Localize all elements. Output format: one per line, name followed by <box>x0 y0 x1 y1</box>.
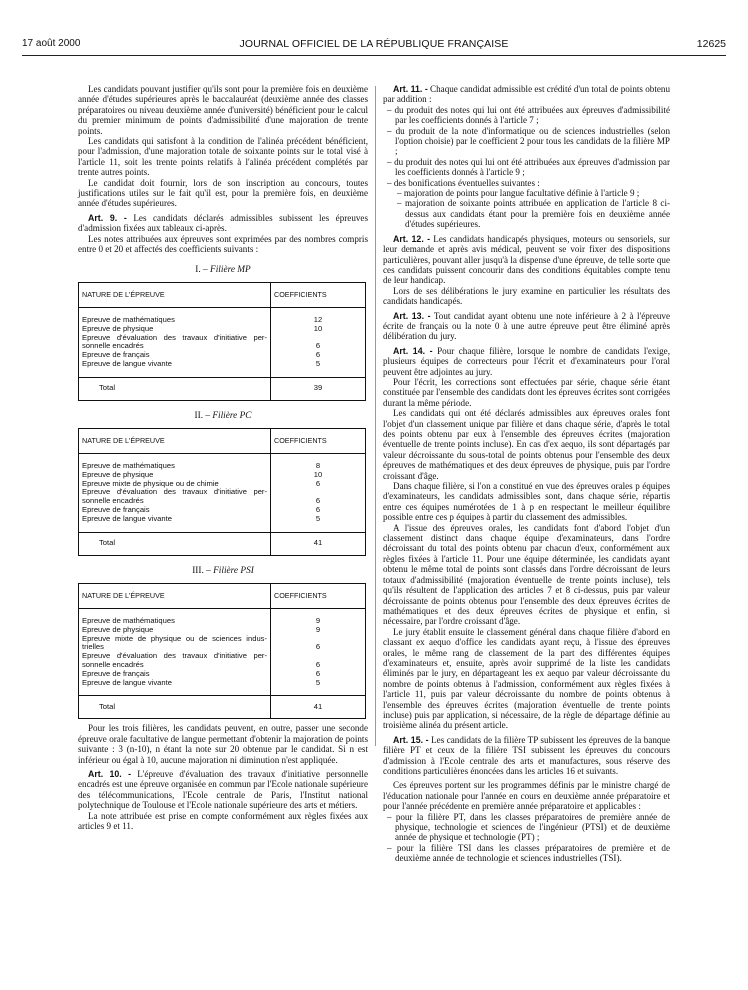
list-item: – du produit des notes qui lui ont été attribuées aux épreuves d'admission par les coefficients donnés à l'article 9 ; <box>383 157 670 178</box>
table-row <box>79 679 366 688</box>
coefficient-value: 10 <box>271 325 366 334</box>
coefficient-value: 9 <box>271 626 366 635</box>
coefficient-value: 6 <box>271 652 366 670</box>
article-10 <box>78 769 368 811</box>
table-title: Filière PC <box>212 410 252 421</box>
epreuve-name: Epreuve de mathématiques <box>79 316 271 325</box>
article-11-list <box>383 105 670 188</box>
paragraph: Lors de ses délibérations le jury examine en particulier les résultats des candidats handicapés. <box>383 285 670 307</box>
table-row <box>79 515 366 524</box>
table-number: I. – <box>195 264 208 275</box>
table-number: II. – <box>194 410 210 421</box>
column-header-coefficients: COEFFICIENTS <box>271 584 366 609</box>
coefficient-value: 5 <box>271 679 366 688</box>
paragraph: Les notes attribuées aux épreuves sont exprimées par des nombres compris entre 0 et 20 et affectés des coefficients suivants : <box>78 233 368 255</box>
coefficient-value: 9 <box>271 617 366 626</box>
total-label: Total <box>79 532 271 555</box>
epreuve-name: Epreuve d'évaluation des travaux d'initiative per-sonnelle encadrés <box>79 488 271 506</box>
list-item: – des bonifications éventuelles suivantes : <box>383 178 670 188</box>
paragraph: Le jury établit ensuite le classement général dans chaque filière d'abord en classant ex aequo d'office les candidats ayant reçu, à l'issue des épreuves orales, le même rang de classement de la part des différentes équipes d'examinateurs et, ensuite, après avoir supprimé de la liste les candidats éliminés par le jury, en départageant les ex aequo par valeur décroissante du nombre de points obtenus à l'admission, conformément aux règles fixées à l'article 11, puis par valeur décroissante du nombre de points obtenus à l'ensemble des épreuves écrites (majoration éventuelle de trente points incluse) puis par application, si nécessaire, de la règle de départage définie au troisième alinéa du présent article. <box>383 626 670 731</box>
article-12 <box>383 234 670 286</box>
right-column <box>383 84 670 864</box>
article-text: L'épreuve d'évaluation des travaux d'initiative personnelle encadrés est une épreuve organisée en commun par l'Ecole nationale supérieure des télécommunications, l'Ecole centrale de Paris, l'Institut national polytechnique de Toulouse et l'Ecole nationale supérieure des arts et métiers. <box>78 769 368 811</box>
total-row <box>79 696 366 719</box>
table-row <box>79 635 366 653</box>
coefficient-value: 8 <box>271 462 366 471</box>
article-label: Art. 13. - <box>393 310 431 321</box>
header-rule <box>22 55 726 56</box>
header-date: 17 août 2000 <box>22 38 81 49</box>
total-row <box>79 532 366 555</box>
page-header <box>22 38 726 54</box>
paragraph: Les candidats qui satisfont à la condition de l'alinéa précédent bénéficient, pour l'admission, d'une majoration totale de soixante points sur le total visé à l'article 11, soit les trente points relatifs à l'alinéa précédent complétés par trente autres points. <box>78 136 368 178</box>
article-11 <box>383 84 670 105</box>
table-row <box>79 652 366 670</box>
column-header-nature: NATURE DE L'ÉPREUVE <box>79 282 271 307</box>
coefficient-value: 5 <box>271 515 366 524</box>
paragraph: Les candidats pouvant justifier qu'ils sont pour la première fois en deuxième année d'études supérieures après le baccalauréat (deuxième année des classes préparatoires ou niveau deuxième année d'université) bénéficient pour le calcul du premier minimum de points d'admissibilité d'une majoration de trente points. <box>78 84 368 136</box>
table-title: Filière PSI <box>213 565 254 576</box>
total-value: 39 <box>271 377 366 400</box>
article-11-sublist <box>383 188 670 230</box>
paragraph: Les candidats qui ont été déclarés admissibles aux épreuves orales font l'objet d'un classement unique par filière et dans chaque série, d'après le total des points obtenu par eux à l'ensemble des épreuves écrites (majoration éventuelle de trente points incluse). En cas d'ex aequo, ils sont départagés par valeur décroissante du sous-total de points obtenus pour l'ensemble des deux épreuves de mathématiques et des deux épreuves de physique, puis par l'ordre croissant d'âge. <box>383 408 670 481</box>
coefficient-value: 6 <box>271 506 366 515</box>
coefficient-tables <box>78 265 368 720</box>
list-item: – du produit de la note d'informatique ou de sciences industrielles (selon l'option choisie) par le coefficient 2 pour tous les candidats de la filière MP ; <box>383 126 670 157</box>
epreuve-name: Epreuve de langue vivante <box>79 515 271 524</box>
table-row <box>79 334 366 352</box>
article-text: Pour chaque filière, lorsque le nombre de candidats l'exige, plusieurs équipes de correcteurs pour l'écrit et d'examinateurs pour l'oral peuvent être adjointes au jury. <box>383 345 670 377</box>
epreuve-name: Epreuve de français <box>79 351 271 360</box>
list-item: – du produit des notes qui lui ont été attribuées aux épreuves d'admissibilité par les coefficients donnés à l'article 7 ; <box>383 105 670 126</box>
column-header-nature: NATURE DE L'ÉPREUVE <box>79 584 271 609</box>
list-item: – pour la filière TSI dans les classes préparatoires de première et de deuxième année de technologie et sciences industrielles (TSI). <box>383 843 670 864</box>
epreuve-name: Epreuve mixte de physique ou de chimie <box>79 480 271 489</box>
article-9 <box>78 213 368 234</box>
table-row <box>79 360 366 369</box>
coefficient-value: 6 <box>271 670 366 679</box>
total-row <box>79 377 366 400</box>
epreuve-name: Epreuve de langue vivante <box>79 679 271 688</box>
total-label: Total <box>79 377 271 400</box>
total-label: Total <box>79 696 271 719</box>
coefficient-table <box>78 428 366 556</box>
article-14 <box>383 346 670 377</box>
article-label: Art. 10. - <box>88 769 132 780</box>
article-text: Les candidats déclarés admissibles subissent les épreuves d'admission fixées aux tableaux ci-après. <box>78 212 368 234</box>
coefficient-value: 10 <box>271 471 366 480</box>
epreuve-name: Epreuve de physique <box>79 626 271 635</box>
epreuve-name: Epreuve de physique <box>79 325 271 334</box>
article-label: Art. 12. - <box>393 233 431 244</box>
paragraph: La note attribuée est prise en compte conformément aux règles fixées aux articles 9 et 11. <box>78 810 368 832</box>
epreuve-name: Epreuve d'évaluation des travaux d'initiative per-sonnelle encadrés <box>79 652 271 670</box>
paragraph: A l'issue des épreuves orales, les candidats font d'abord l'objet d'un classement distinct dans chaque équipe d'examinateurs, dans l'ordre décroissant du total des points obtenu par chacun d'eux, conformément aux règles fixées à l'article 11. Pour une équipe déterminée, les candidats ayant obtenu le même total de points sont classés dans l'ordre décroissant de leurs totaux d'admissibilité (majoration éventuelle de trente points incluse), tels qu'ils résultent de l'application des articles 7 et 8 ci-dessus, puis par valeur décroissante de points obtenus pour l'ensemble des deux épreuves écrites de mathématiques et des deux épreuves écrites de physique et enfin, si nécessaire, par l'ordre croissant d'âge. <box>383 522 670 627</box>
paragraph: Le candidat doit fournir, lors de son inscription au concours, toutes justifications utiles sur le fait qu'il est, pour la première fois, en deuxième année d'études supérieures. <box>78 177 368 209</box>
table-number: III. – <box>192 565 211 576</box>
article-text: Tout candidat ayant obtenu une note inférieure à 2 à l'épreuve écrite de français ou la note 0 à une autre épreuve peut être éliminé après délibération du jury. <box>383 310 670 342</box>
table-heading <box>78 411 368 421</box>
article-text: Les candidats handicapés physiques, moteurs ou sensoriels, sur leur demande et après avis médical, peuvent se voir fixer des dispositions particulières, pouvant aller jusqu'à la dispense d'une épreuve, de telle sorte que ces candidats puissent concourir dans des conditions équitables compte tenu de leur handicap. <box>383 233 670 286</box>
coefficient-table <box>78 583 366 719</box>
article-label: Art. 15. - <box>393 734 429 745</box>
coefficient-value: 6 <box>271 351 366 360</box>
coefficient-value: 6 <box>271 635 366 653</box>
column-header-nature: NATURE DE L'ÉPREUVE <box>79 429 271 454</box>
column-header-coefficients: COEFFICIENTS <box>271 429 366 454</box>
article-label: Art. 14. - <box>393 345 433 356</box>
table-title: Filière MP <box>210 264 251 275</box>
article-label: Art. 9. - <box>88 212 127 223</box>
epreuve-name: Epreuve de français <box>79 670 271 679</box>
page-number: 12625 <box>696 38 726 50</box>
article-text: Les candidats de la filière TP subissent les épreuves de la banque filière PT et ceux de la filière TSI subissent les épreuves du concours d'admission à l'Ecole centrale des arts et manufactures, sous réserve des conditions particulières énoncées dans les articles 16 et suivants. <box>383 734 671 776</box>
coefficient-value: 12 <box>271 316 366 325</box>
column-header-coefficients: COEFFICIENTS <box>271 282 366 307</box>
coefficient-value: 6 <box>271 480 366 489</box>
epreuve-name: Epreuve de mathématiques <box>79 617 271 626</box>
total-value: 41 <box>271 696 366 719</box>
journal-title: JOURNAL OFFICIEL DE LA RÉPUBLIQUE FRANÇAISE <box>239 38 509 50</box>
paragraph: Pour l'écrit, les corrections sont effectuées par série, chaque série étant constituée par l'ensemble des candidats dont les épreuves écrites sont corrigées durant la même période. <box>383 376 670 408</box>
paragraph: Pour les trois filières, les candidats peuvent, en outre, passer une seconde épreuve orale facultative de langue permettant d'obtenir la majoration de points suivante : 3 (n-10), n étant la note sur 20 obtenue par le candidat. Si n est inférieur ou égal à 10, aucune majoration ni diminution n'est appliquée. <box>78 723 368 765</box>
table-heading <box>78 265 368 275</box>
column-divider <box>375 86 376 746</box>
article-label: Art. 11. - <box>393 84 428 94</box>
article-15-list <box>383 812 670 864</box>
coefficient-value: 6 <box>271 334 366 352</box>
epreuve-name: Epreuve de mathématiques <box>79 462 271 471</box>
epreuve-name: Epreuve mixte de physique ou de sciences indus-trielles <box>79 635 271 653</box>
epreuve-name: Epreuve d'évaluation des travaux d'initiative per-sonnelle encadrés <box>79 334 271 352</box>
list-item: – pour la filière PT, dans les classes préparatoires de première année de physique, technologie et sciences de l'ingénieur (PTSI) et de deuxième année de physique et technologie (PT) ; <box>383 812 670 843</box>
article-13 <box>383 311 670 342</box>
article-15 <box>383 735 670 777</box>
table-heading <box>78 566 368 576</box>
coefficient-value: 5 <box>271 360 366 369</box>
paragraph: Dans chaque filière, si l'on a constitué en vue des épreuves orales p équipes d'examinateurs, les candidats admissibles sont, dans chaque série, répartis entre ces équipes numérotées de 1 à p en respectant le meilleur équilibre possible entre ces p équipes à partir du classement des admissibles. <box>383 481 670 523</box>
coefficient-value: 6 <box>271 488 366 506</box>
coefficient-table <box>78 282 366 401</box>
epreuve-name: Epreuve de physique <box>79 471 271 480</box>
list-item: – majoration de soixante points attribuée en application de l'article 8 ci-dessus aux candidats étant pour la première fois en deuxième année d'études supérieures. <box>393 198 670 229</box>
left-column <box>78 84 368 832</box>
paragraph: Ces épreuves portent sur les programmes définis par le ministre chargé de l'éducation nationale pour l'année en cours en deuxième année préparatoire et pour l'année précédente en première année préparatoire et applicables : <box>383 780 670 812</box>
epreuve-name: Epreuve de langue vivante <box>79 360 271 369</box>
article-text: Chaque candidat admissible est crédité d'un total de points obtenu par addition : <box>383 84 670 105</box>
list-item: – majoration de points pour langue facultative définie à l'article 9 ; <box>393 188 670 198</box>
table-row <box>79 488 366 506</box>
total-value: 41 <box>271 532 366 555</box>
epreuve-name: Epreuve de français <box>79 506 271 515</box>
